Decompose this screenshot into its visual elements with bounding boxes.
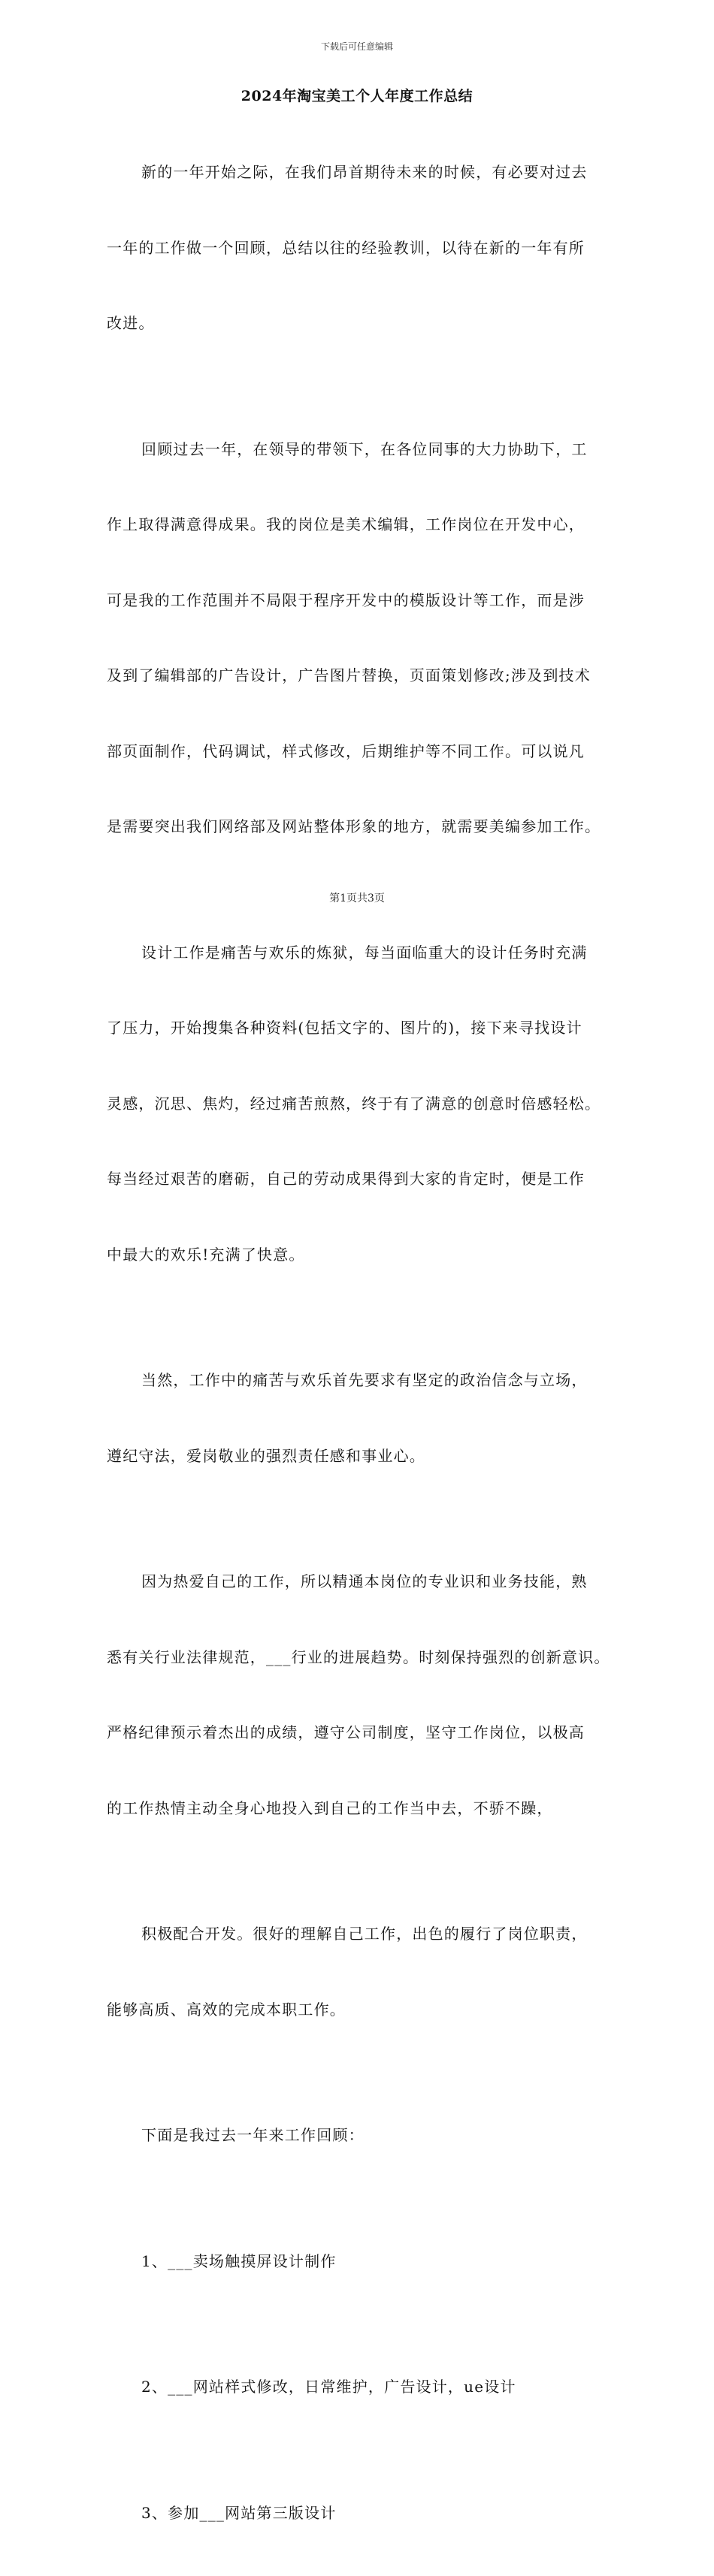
text-line: 严格纪律预示着杰出的成绩，遵守公司制度，坚守工作岗位，以极高 [107, 1720, 618, 1746]
text-line: 的工作热情主动全身心地投入到自己的工作当中去，不骄不躁， [107, 1796, 618, 1822]
text-line: 每当经过艰苦的磨砺，自己的劳动成果得到大家的肯定时，便是工作 [107, 1167, 618, 1192]
list-item-2 [107, 2324, 618, 2451]
text-line: 及到了编辑部的广告设计，广告图片替换，页面策划修改;涉及到技术 [107, 663, 618, 689]
page-number: 第1页共3页 [0, 890, 714, 905]
text-line: 回顾过去一年，在领导的带领下，在各位同事的大力协助下，工 [107, 437, 618, 463]
document-body [107, 110, 618, 2576]
list-item-3 [107, 2451, 618, 2576]
text-line: 当然，工作中的痛苦与欢乐首先要求有坚定的政治信念与立场， [107, 1368, 618, 1394]
text-line: 改进。 [107, 311, 618, 337]
text-line: 2、___网站样式修改，日常维护，广告设计，ue设计 [107, 2375, 618, 2400]
paragraph-intro [107, 110, 618, 387]
text-line: 1、___卖场触摸屏设计制作 [107, 2249, 618, 2275]
list-item-1 [107, 2199, 618, 2325]
text-line: 积极配合开发。很好的理解自己工作，出色的履行了岗位职责， [107, 1922, 618, 1947]
paragraph-cooperation [107, 1871, 618, 2073]
document-title: 2024年淘宝美工个人年度工作总结 [0, 85, 714, 105]
text-line: 作上取得满意得成果。我的岗位是美术编辑，工作岗位在开发中心， [107, 512, 618, 538]
text-line: 中最大的欢乐!充满了快意。 [107, 1243, 618, 1268]
text-line: 了压力，开始搜集各种资料(包括文字的、图片的)，接下来寻找设计 [107, 1016, 618, 1041]
paragraph-review [107, 387, 618, 890]
text-line: 可是我的工作范围并不局限于程序开发中的模版设计等工作，而是涉 [107, 588, 618, 614]
paragraph-design-work [107, 890, 618, 1318]
text-line: 设计工作是痛苦与欢乐的炼狱，每当面临重大的设计任务时充满 [107, 941, 618, 966]
paragraph-principles [107, 1318, 618, 1519]
text-line: 是需要突出我们网络部及网站整体形象的地方，就需要美编参加工作。 [107, 814, 618, 840]
text-line: 灵感，沉思、焦灼，经过痛苦煎熬，终于有了满意的创意时倍感轻松。 [107, 1092, 618, 1117]
paragraph-passion [107, 1519, 618, 1871]
text-line: 遵纪守法，爱岗敬业的强烈责任感和事业心。 [107, 1444, 618, 1469]
header-note: 下载后可任意编辑 [0, 40, 714, 53]
text-line: 下面是我过去一年来工作回顾： [107, 2123, 618, 2149]
text-line: 新的一年开始之际，在我们昂首期待未来的时候，有必要对过去 [107, 160, 618, 186]
text-line: 因为热爱自己的工作，所以精通本岗位的专业识和业务技能，熟 [107, 1569, 618, 1595]
text-line: 能够高质、高效的完成本职工作。 [107, 1998, 618, 2023]
text-line: 悉有关行业法律规范，___行业的进展趋势。时刻保持强烈的创新意识。 [107, 1645, 618, 1671]
text-line: 部页面制作，代码调试，样式修改，后期维护等不同工作。可以说凡 [107, 739, 618, 765]
paragraph-list-intro [107, 2073, 618, 2199]
text-line: 一年的工作做一个回顾，总结以往的经验教训，以待在新的一年有所 [107, 236, 618, 261]
text-line: 3、参加___网站第三版设计 [107, 2501, 618, 2526]
